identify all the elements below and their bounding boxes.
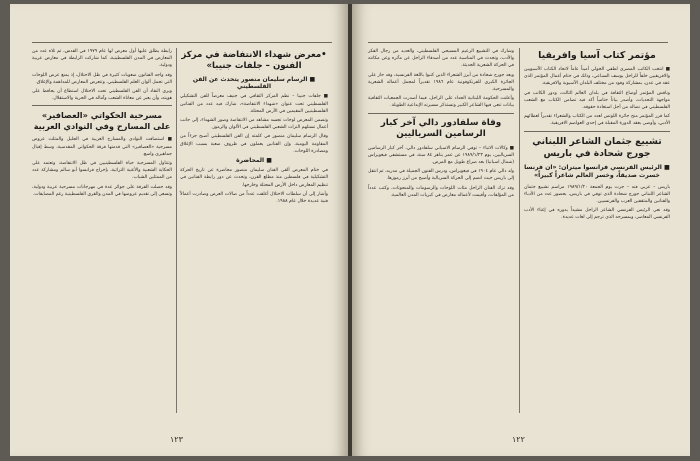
right-page-column-left — [368, 48, 514, 201]
congress-headline: مؤتمر كتاب آسيا وافريقيا — [538, 50, 656, 61]
column-divider — [176, 48, 177, 413]
funeral-headline: تشييع جثمان الشاعر اللبناني جورج شحادة في باريس — [532, 135, 662, 159]
right-page-column-right — [524, 48, 670, 224]
section-divider — [368, 113, 514, 114]
right-page — [352, 4, 690, 456]
left-page-column-right — [180, 48, 328, 207]
article-paragraph: ويرى النقاد أن الفن الفلسطيني تحت الاحتلال استطاع أن يحافظ على هويته، وأن يعبر عن معاناة الشعب وآماله في الحرية والاستقلال. — [32, 89, 172, 102]
article-paragraph: باريس – عربي فنه – جرت يوم الجمعة ١٩٨٩/١/٢٠ مراسم تشييع جثمان الشاعر اللبناني جورج شحادة الذي توفي في باريس، بحضور عدد من الأدباء والفنانين والمثقفين العرب والفرنسيين. — [524, 184, 671, 205]
article-paragraph: وتضمن المعرض لوحات تجسد مشاهد من الانتفاضة وصور الشهداء، إلى جانب أعمال تستلهم التراث الشعبي الفلسطيني في الألوان والرموز. — [180, 118, 328, 131]
article-paragraph: وأشار إلى أن سلطات الاحتلال أغلقت عدداً من صالات العرض وصادرت أعمالاً فنية عديدة خلال عام ١٩٨٨. — [180, 191, 328, 205]
article-paragraph: وقد نعى الرئيس الفرنسي الشاعر الراحل مشيداً بدوره في إغناء الأدب الفرنسي المعاصر، وبمسرحه الذي ترجم إلى لغات عديدة. — [524, 208, 670, 221]
section-divider — [524, 131, 670, 132]
article-paragraph: وقال الرسام سليمان منصور في كلمته إن الفن الفلسطيني أصبح جزءاً من المقاومة اليومية، وإن الفنانين يعملون في ظروف صعبة بسبب الإغلاق ومصادرة اللوحات. — [180, 134, 328, 154]
article-paragraph: ■ وكالات الانباء – توفي الرسام الاسباني سلفادور دالي، آخر كبار الرسامين السرياليين، يوم ١٩٨٩/١/٢٣ عن عمر يناهز ٨٤ سنة، في مستشفى فيغويراس (شمال اسبانيا) بعد صراع طويل مع المرض. — [368, 145, 514, 166]
dali-headline: وفاة سلفادور دالي آخر كبار الرسامين السرياليين — [380, 117, 502, 140]
page-number: ١٢٢ — [512, 435, 525, 444]
top-rule — [368, 42, 668, 43]
top-rule — [32, 42, 332, 43]
article-paragraph: وقد واجه الفنانون صعوبات كثيرة في ظل الاحتلال، إذ يمنع عرض اللوحات التي تحمل ألوان العلم الفلسطيني، وتتعرض المعارض للمداهمة والإغلاق. — [32, 72, 172, 85]
section-divider — [32, 105, 172, 106]
article-paragraph: ■ انتخب الكاتب المصري لطفي الخولي أميناً عاماً لاتحاد الكتاب الآسيويين والافريقيين خلفاً للراحل يوسف السباعي، وذلك في ختام أعمال المؤتمر الذي عقد في عدن، بمشاركة وفود من مختلف البلدان الآسيوية والافريقية. — [524, 67, 670, 87]
article-paragraph: ولد دالي عام ١٩٠٤ في فيغويراس، ودرس الفنون الجميلة في مدريد، ثم انتقل إلى باريس حيث انضم إلى الحركة السريالية وأصبح من أبرز رموزها. — [368, 169, 514, 182]
article-paragraph: ويعد جورج شحادة من أبرز الشعراء الذين كتبوا باللغة الفرنسية، وقد حاز على الجائزة الكبرى للفرنكوفونية عام ١٩٨٦ تقديراً لمجمل أعماله الشعرية والمسرحية. — [368, 72, 514, 93]
page-number: ١٢٣ — [170, 435, 183, 444]
article-paragraph: رابطة يطلق عليها أول معرض لها عام ١٩٧٩ في القدس، ثم تلاه عدد من المعارض في المدن الفلسطينية، كما شاركت الرابطة في معارض عربية ودولية. — [32, 49, 172, 69]
article-paragraph: كما قرر المؤتمر منح جائزة اللوتس لعدد من الكتاب والشعراء تقديراً لعطائهم الأدبي، وأوصى بعقد الدورة المقبلة في إحدى العواصم الافريقية. — [524, 114, 670, 127]
lecture-subheading: ■ المحاضرة — [236, 157, 272, 165]
article-paragraph: وتتناول المسرحية حياة الفلسطينيين في ظل الانتفاضة، وتعتمد على الحكاية الشعبية والأغنية التراثية، بإخراج فرانسوا أبو سالم ومشاركة عدد من الممثلين الشباب. — [32, 161, 172, 181]
article-paragraph: ■ جلفات جنيبا – نظم المركز الثقافي في جنيف معرضاً للفن التشكيلي الفلسطيني تحت عنوان «شهداء الانتفاضة»، شارك فيه عدد من الفنانين الفلسطينيين المقيمين في الأرض المحتلة. — [180, 94, 328, 114]
theatre-headline: مسرحية الحكواتي «العصافير» على المسارح وفي النوادي العربية — [33, 110, 171, 132]
exhibition-headline: •معرض شهداء الانتفاضة في مركز الفنون – جلفات جنيبا» — [181, 50, 327, 71]
funeral-subheading: ■ الرئيس الفرنسي فرانسوا ميتران: «ان فرنسا خسرت صديقاً، وخسر العالم شاعراً كبيراً» — [524, 163, 670, 180]
exhibition-subheading: ■ الرسام سليمان منصور يتحدث عن الفن الفلسطيني — [192, 76, 316, 91]
article-paragraph: وأعلنت الحكومة اللبنانية الحداد على الراحل، فيما أصدرت الجمعيات الثقافية بيانات تنعى فيها الشاعر الكبير وتستذكر مسيرته الإبداعية الطويلة. — [368, 96, 514, 109]
left-page — [10, 4, 348, 456]
article-paragraph: وناقش المؤتمر أوضاع الثقافة في بلدان العالم الثالث، ودور الكاتب في مواجهة التحديات، وأصدر بياناً ختامياً أكد فيه تضامن الكتاب مع الشعب الفلسطيني في نضاله من أجل استعادة حقوقه. — [524, 90, 670, 111]
article-paragraph: ■ استضافت النوادي والمسارح العربية في الجليل والمثلث عروض مسرحية «العصافير» التي قدمتها فرقة الحكواتي المقدسية، وسط إقبال جماهيري واسع. — [32, 137, 172, 157]
column-divider — [519, 48, 520, 413]
left-page-column-left — [32, 48, 172, 200]
article-paragraph: وشارك في التشييع الزعيم المسيحي الفلسطيني، والعديد من رجال الفكر والأدب، وتحدث في المناسبة عدد من أصدقاء الراحل عن مآثره وعن مكانته في الحركة الشعرية الحديثة. — [368, 49, 514, 69]
article-paragraph: وقد حصلت الفرقة على جوائز عدة في مهرجانات مسرحية عربية ودولية، وتسعى إلى تقديم عروضها في المدن والقرى الفلسطينية رغم المضايقات. — [32, 184, 172, 197]
article-paragraph: وقد ترك الفنان الراحل مئات اللوحات والرسومات والمنحوتات، وكتب عدداً من المؤلفات، وأقيمت لأعماله معارض في كبريات المدن العالمية. — [368, 185, 514, 198]
magazine-spread — [10, 4, 690, 456]
article-paragraph: في ختام المعرض ألقى الفنان سليمان منصور محاضرة عن تاريخ الحركة التشكيلية في فلسطين منذ مطلع القرن، وتحدث عن دور رابطة الفنانين في تنظيم المعارض داخل الأرض المحتلة وخارجها. — [180, 168, 328, 188]
